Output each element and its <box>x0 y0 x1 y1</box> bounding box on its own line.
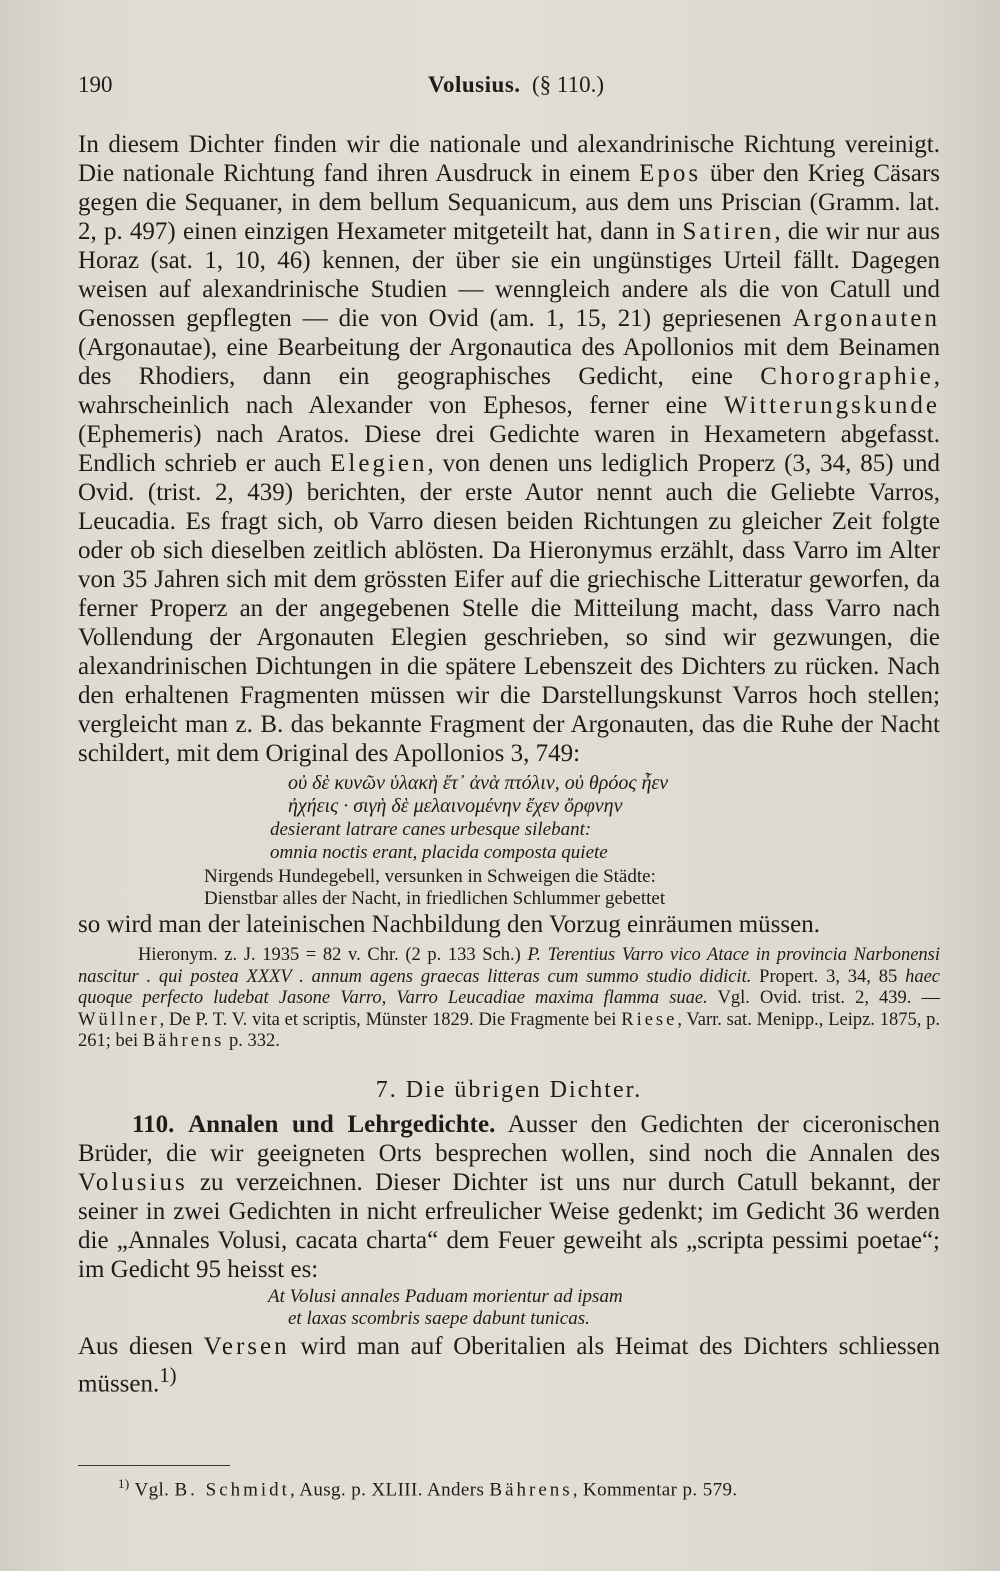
footnote-rule <box>78 1465 230 1466</box>
text-run: , die wir nur aus Horaz (sat. 1, 10, 46) kennen, der über sie ein ungünstiges Urteil fällt. Dagegen weisen auf alexandrinische Studien — wenngleich andere als die von Catull und Genossen gepflegten — die von Ovid (am. 1, 15, 21) gepriesenen <box>78 218 940 332</box>
text-run: wird man auf Oberitalien als Heimat des Dichters schliessen müssen. <box>78 1332 940 1398</box>
spaced-name: Wüllner <box>78 1009 160 1030</box>
greek-line: οὐ δὲ κυνῶν ὑλακὴ ἔτ᾽ ἀνὰ πτόλιν, οὐ θρόος ἦεν <box>288 772 669 794</box>
text-run: , Ausg. p. XLIII. Anders <box>289 1479 490 1501</box>
spaced-term: Versen <box>203 1332 290 1360</box>
latin-citation: P. Terentius Varro vico Atace in provincia Narbonensi nascitur . qui postea XXXV . annum agens graecas litteras cum summo studio didicit. <box>78 945 940 987</box>
spaced-term: Satiren <box>682 218 775 245</box>
spaced-term: Witterungskunde <box>723 392 940 419</box>
footnote-ref: 1) <box>159 1362 177 1387</box>
latin-quotation <box>270 818 940 864</box>
text-run: zu verzeichnen. Dieser Dichter ist uns nur durch Catull bekannt, der seiner in zwei Gedichten in nicht erfreulicher Weise gedenkt; im Gedicht 36 werden die „Annales Volusi, cacata charta“ dem Feuer geweiht als „scripta pessimi poetae“; im Gedicht 95 heisst es: <box>78 1168 940 1283</box>
text-run: Ausser den Gedichten der ciceronischen Brüder, die wir geeigneten Orts besprechen wollen, sind noch die Annalen des <box>78 1110 940 1167</box>
text-run: Vgl. <box>129 1479 175 1501</box>
text-run: In diesem Dichter finden wir die nationale und alexandrinische Richtung vereinigt. Die nationale Richtung fand ihren Ausdruck in einem <box>78 131 940 187</box>
footnote <box>118 1476 918 1501</box>
greek-line: ἠχήεις · σιγὴ δὲ μελαινομένην ἔχεν ὄρφνην <box>288 795 623 817</box>
text-run: Propert. 3, 34, 85 <box>751 966 906 987</box>
spaced-name: B. Schmidt <box>174 1479 290 1501</box>
paragraph-110 <box>78 1110 940 1284</box>
text-run: (Ephemeris) nach Aratos. Diese drei Gedichte waren in Hexametern abgefasst. Endlich schrieb er auch <box>78 421 940 477</box>
text-run: , von denen uns lediglich Properz (3, 34, 85) und Ovid. (trist. 2, 439) berichten, der erste Autor nennt auch die Geliebte Varros, Leucadia. Es fragt sich, ob Varro diesen beiden Richtungen zu gleicher Zeit folgte oder ob sich dieselben zeitlich ablösten. Da Hieronymus erzählt, dass Varro im Alter von 35 Jahren sich mit dem grössten Eifer auf die griechische Litteratur geworfen, da ferner Properz an der angegebenen Stelle die Mitteilung macht, dass Varro nach Vollendung der Argonauten Elegien geschrieben, so sind wir gezwungen, die alexandrinischen Dichtungen in die spätere Lebenszeit des Dichters zu rücken. Nach den erhaltenen Fragmenten müssen wir die Darstellungskunst Varros hoch stellen; vergleicht man z. B. das bekannte Fragment der Argonauten, das die Ruhe der Nacht schildert, mit dem Original des Apollonios 3, 749: <box>78 450 940 767</box>
latin-line: omnia noctis erant, placida composta quiete <box>270 842 608 863</box>
spaced-name: Bährens <box>142 1031 225 1052</box>
notes-block <box>78 945 940 1053</box>
running-title <box>428 72 604 98</box>
german-translation <box>204 866 940 910</box>
latin-citation: haec quoque perfecto ludebat Jasone Varro, Varro Leucadiae maxima flamma suae. <box>78 966 941 1009</box>
text-run: , Varr. sat. Menipp., Leipz. 1875, p. 261; bei <box>78 1009 940 1052</box>
spaced-term: Volusius <box>78 1168 188 1196</box>
paragraph-number: 110. <box>132 1110 175 1138</box>
text-run: Hieronym. z. J. 1935 = 82 v. Chr. (2 p. 133 Sch.) <box>138 945 528 965</box>
catullus-verse <box>78 1286 940 1330</box>
text-run: Aus diesen <box>78 1332 204 1360</box>
text-run: (Argonautae), eine Bearbeitung der Argonautica des Apollonios mit dem Beinamen des Rhodiers, dann ein geographisches Gedicht, eine <box>78 334 940 390</box>
verse-line: At Volusi annales Paduam morientur ad ipsam <box>268 1285 623 1307</box>
spaced-term: Elegien <box>330 450 428 477</box>
paragraph-varro <box>78 130 940 768</box>
spaced-name: Bährens <box>489 1479 573 1501</box>
spaced-term: Epos <box>639 160 702 187</box>
text-run: p. 332. <box>224 1031 280 1052</box>
spaced-term: Argonauten <box>792 305 940 332</box>
text-run: , De P. T. V. vita et scriptis, Münster 1829. Die Fragmente bei <box>159 1009 622 1030</box>
running-title-section: (§ 110.) <box>532 72 604 97</box>
text-run: , Kommentar p. 579. <box>572 1479 738 1501</box>
paragraph-final <box>78 1332 940 1398</box>
text-run: über den Krieg Cäsars gegen die Sequaner, in dem bellum Sequanicum, aus dem uns Priscian (Gramm. lat. 2, p. 497) einen einzigen Hexameter mitgeteilt hat, dann in <box>78 160 941 245</box>
spaced-term: Chorographie <box>760 363 934 390</box>
text-run: Vgl. Ovid. trist. 2, 439. — <box>707 988 940 1009</box>
page-body <box>78 130 940 1398</box>
section-heading: 7. Die übrigen Dichter. <box>375 1076 643 1103</box>
footnote-mark: 1) <box>118 1476 130 1491</box>
latin-line: desierant latrare canes urbesque silebant: <box>270 819 592 840</box>
german-line: Nirgends Hundegebell, versunken in Schweigen die Städte: <box>204 866 656 887</box>
page-header <box>78 66 938 106</box>
text-run: , wahrscheinlich nach Alexander von Ephesos, ferner eine <box>78 363 940 419</box>
spaced-name: Riese <box>621 1009 678 1030</box>
verse-line: et laxas scombris saepe dabunt tunicas. <box>288 1307 590 1329</box>
greek-quotation <box>288 772 940 818</box>
paragraph-conclusion: so wird man der lateinischen Nachbildung den Vorzug einräumen müssen. <box>78 911 820 938</box>
page-number: 190 <box>78 72 113 97</box>
running-title-author: Volusius. <box>428 72 521 97</box>
german-line: Dienstbar alles der Nacht, in friedlichen Schlummer gebettet <box>204 888 666 909</box>
paragraph-heading: Annalen und Lehrgedichte. <box>188 1110 496 1138</box>
